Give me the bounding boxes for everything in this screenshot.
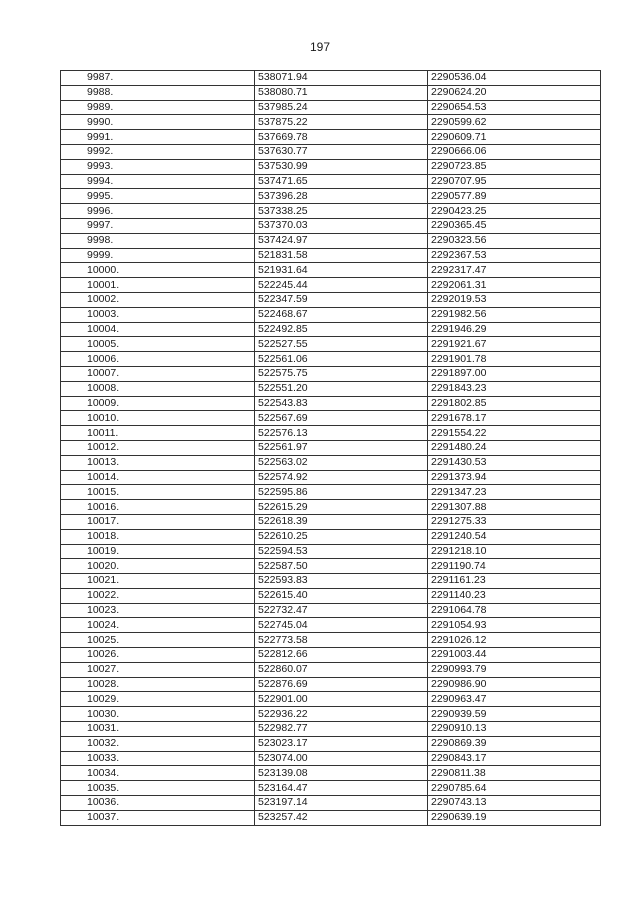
point-number-cell: 10007. (61, 366, 255, 381)
x-coordinate-cell: 522587.50 (255, 559, 428, 574)
y-coordinate-cell: 2291802.85 (428, 396, 601, 411)
point-number-cell: 9988. (61, 85, 255, 100)
table-row (61, 411, 601, 426)
table-row (61, 322, 601, 337)
y-coordinate-cell: 2290910.13 (428, 722, 601, 737)
y-coordinate-cell: 2290536.04 (428, 71, 601, 86)
point-number-cell: 10015. (61, 485, 255, 500)
point-number-cell: 10032. (61, 736, 255, 751)
point-number-cell: 10019. (61, 544, 255, 559)
table-row (61, 263, 601, 278)
x-coordinate-cell: 522732.47 (255, 603, 428, 618)
point-number-cell: 10001. (61, 278, 255, 293)
x-coordinate-cell: 537424.97 (255, 233, 428, 248)
table-row (61, 189, 601, 204)
table-row (61, 766, 601, 781)
x-coordinate-cell: 537530.99 (255, 159, 428, 174)
y-coordinate-cell: 2290577.89 (428, 189, 601, 204)
table-row (61, 204, 601, 219)
x-coordinate-cell: 537985.24 (255, 100, 428, 115)
point-number-cell: 10036. (61, 796, 255, 811)
y-coordinate-cell: 2292061.31 (428, 278, 601, 293)
y-coordinate-cell: 2291054.93 (428, 618, 601, 633)
table-row (61, 485, 601, 500)
x-coordinate-cell: 537370.03 (255, 218, 428, 233)
table-row (61, 100, 601, 115)
table-row (61, 529, 601, 544)
y-coordinate-cell: 2291480.24 (428, 440, 601, 455)
x-coordinate-cell: 522245.44 (255, 278, 428, 293)
coordinates-table-body (61, 71, 601, 826)
x-coordinate-cell: 523197.14 (255, 796, 428, 811)
table-row (61, 144, 601, 159)
point-number-cell: 10037. (61, 810, 255, 825)
x-coordinate-cell: 522551.20 (255, 381, 428, 396)
y-coordinate-cell: 2290423.25 (428, 204, 601, 219)
table-row (61, 470, 601, 485)
y-coordinate-cell: 2291843.23 (428, 381, 601, 396)
table-row (61, 500, 601, 515)
point-number-cell: 10035. (61, 781, 255, 796)
table-row (61, 440, 601, 455)
table-row (61, 396, 601, 411)
y-coordinate-cell: 2290323.56 (428, 233, 601, 248)
x-coordinate-cell: 538080.71 (255, 85, 428, 100)
x-coordinate-cell: 522594.53 (255, 544, 428, 559)
point-number-cell: 9996. (61, 204, 255, 219)
coordinates-table (60, 70, 601, 826)
point-number-cell: 9997. (61, 218, 255, 233)
point-number-cell: 9999. (61, 248, 255, 263)
y-coordinate-cell: 2290599.62 (428, 115, 601, 130)
y-coordinate-cell: 2290743.13 (428, 796, 601, 811)
x-coordinate-cell: 521931.64 (255, 263, 428, 278)
y-coordinate-cell: 2291897.00 (428, 366, 601, 381)
table-row (61, 662, 601, 677)
x-coordinate-cell: 522876.69 (255, 677, 428, 692)
y-coordinate-cell: 2292367.53 (428, 248, 601, 263)
x-coordinate-cell: 522561.97 (255, 440, 428, 455)
table-row (61, 248, 601, 263)
y-coordinate-cell: 2290609.71 (428, 130, 601, 145)
y-coordinate-cell: 2291307.88 (428, 500, 601, 515)
x-coordinate-cell: 523023.17 (255, 736, 428, 751)
table-row (61, 544, 601, 559)
x-coordinate-cell: 522745.04 (255, 618, 428, 633)
point-number-cell: 10011. (61, 426, 255, 441)
y-coordinate-cell: 2290843.17 (428, 751, 601, 766)
table-row (61, 381, 601, 396)
point-number-cell: 10005. (61, 337, 255, 352)
point-number-cell: 10022. (61, 588, 255, 603)
y-coordinate-cell: 2290639.19 (428, 810, 601, 825)
x-coordinate-cell: 522575.75 (255, 366, 428, 381)
table-row (61, 677, 601, 692)
y-coordinate-cell: 2291218.10 (428, 544, 601, 559)
y-coordinate-cell: 2290939.59 (428, 707, 601, 722)
point-number-cell: 9987. (61, 71, 255, 86)
y-coordinate-cell: 2290993.79 (428, 662, 601, 677)
y-coordinate-cell: 2290811.38 (428, 766, 601, 781)
table-row (61, 337, 601, 352)
x-coordinate-cell: 537338.25 (255, 204, 428, 219)
y-coordinate-cell: 2291275.33 (428, 514, 601, 529)
point-number-cell: 10016. (61, 500, 255, 515)
x-coordinate-cell: 522563.02 (255, 455, 428, 470)
point-number-cell: 10025. (61, 633, 255, 648)
table-row (61, 455, 601, 470)
table-row (61, 722, 601, 737)
table-row (61, 71, 601, 86)
point-number-cell: 10009. (61, 396, 255, 411)
point-number-cell: 9993. (61, 159, 255, 174)
x-coordinate-cell: 522812.66 (255, 648, 428, 663)
table-row (61, 574, 601, 589)
x-coordinate-cell: 537396.28 (255, 189, 428, 204)
x-coordinate-cell: 537875.22 (255, 115, 428, 130)
y-coordinate-cell: 2290654.53 (428, 100, 601, 115)
x-coordinate-cell: 522615.29 (255, 500, 428, 515)
x-coordinate-cell: 522615.40 (255, 588, 428, 603)
x-coordinate-cell: 523257.42 (255, 810, 428, 825)
y-coordinate-cell: 2290963.47 (428, 692, 601, 707)
y-coordinate-cell: 2290666.06 (428, 144, 601, 159)
x-coordinate-cell: 522567.69 (255, 411, 428, 426)
table-row (61, 366, 601, 381)
y-coordinate-cell: 2291373.94 (428, 470, 601, 485)
point-number-cell: 10029. (61, 692, 255, 707)
point-number-cell: 10013. (61, 455, 255, 470)
x-coordinate-cell: 523164.47 (255, 781, 428, 796)
y-coordinate-cell: 2292019.53 (428, 292, 601, 307)
y-coordinate-cell: 2291190.74 (428, 559, 601, 574)
table-row (61, 692, 601, 707)
x-coordinate-cell: 523074.00 (255, 751, 428, 766)
table-row (61, 85, 601, 100)
x-coordinate-cell: 522773.58 (255, 633, 428, 648)
x-coordinate-cell: 522527.55 (255, 337, 428, 352)
point-number-cell: 10020. (61, 559, 255, 574)
table-row (61, 603, 601, 618)
point-number-cell: 9992. (61, 144, 255, 159)
table-row (61, 233, 601, 248)
point-number-cell: 10006. (61, 352, 255, 367)
table-row (61, 633, 601, 648)
table-row (61, 514, 601, 529)
table-row (61, 707, 601, 722)
x-coordinate-cell: 522595.86 (255, 485, 428, 500)
table-row (61, 115, 601, 130)
table-row (61, 810, 601, 825)
point-number-cell: 10027. (61, 662, 255, 677)
y-coordinate-cell: 2291026.12 (428, 633, 601, 648)
point-number-cell: 9998. (61, 233, 255, 248)
table-row (61, 751, 601, 766)
table-row (61, 130, 601, 145)
point-number-cell: 10026. (61, 648, 255, 663)
x-coordinate-cell: 522901.00 (255, 692, 428, 707)
y-coordinate-cell: 2291554.22 (428, 426, 601, 441)
point-number-cell: 10034. (61, 766, 255, 781)
x-coordinate-cell: 522468.67 (255, 307, 428, 322)
y-coordinate-cell: 2291240.54 (428, 529, 601, 544)
table-row (61, 618, 601, 633)
table-row (61, 588, 601, 603)
point-number-cell: 10018. (61, 529, 255, 544)
x-coordinate-cell: 521831.58 (255, 248, 428, 263)
point-number-cell: 10003. (61, 307, 255, 322)
y-coordinate-cell: 2290785.64 (428, 781, 601, 796)
x-coordinate-cell: 522593.83 (255, 574, 428, 589)
point-number-cell: 10021. (61, 574, 255, 589)
point-number-cell: 10023. (61, 603, 255, 618)
table-row (61, 648, 601, 663)
y-coordinate-cell: 2291946.29 (428, 322, 601, 337)
point-number-cell: 10024. (61, 618, 255, 633)
y-coordinate-cell: 2290624.20 (428, 85, 601, 100)
point-number-cell: 10017. (61, 514, 255, 529)
point-number-cell: 10004. (61, 322, 255, 337)
y-coordinate-cell: 2291161.23 (428, 574, 601, 589)
x-coordinate-cell: 522347.59 (255, 292, 428, 307)
y-coordinate-cell: 2290869.39 (428, 736, 601, 751)
y-coordinate-cell: 2292317.47 (428, 263, 601, 278)
x-coordinate-cell: 522936.22 (255, 707, 428, 722)
point-number-cell: 9994. (61, 174, 255, 189)
table-row (61, 426, 601, 441)
page-number: 197 (309, 40, 331, 54)
y-coordinate-cell: 2291901.78 (428, 352, 601, 367)
table-row (61, 218, 601, 233)
point-number-cell: 10031. (61, 722, 255, 737)
table-row (61, 278, 601, 293)
y-coordinate-cell: 2290365.45 (428, 218, 601, 233)
table-row (61, 559, 601, 574)
table-row (61, 159, 601, 174)
y-coordinate-cell: 2290707.95 (428, 174, 601, 189)
point-number-cell: 10033. (61, 751, 255, 766)
y-coordinate-cell: 2290723.85 (428, 159, 601, 174)
y-coordinate-cell: 2291982.56 (428, 307, 601, 322)
table-row (61, 796, 601, 811)
table-row (61, 307, 601, 322)
point-number-cell: 9991. (61, 130, 255, 145)
point-number-cell: 10012. (61, 440, 255, 455)
x-coordinate-cell: 522574.92 (255, 470, 428, 485)
point-number-cell: 10014. (61, 470, 255, 485)
point-number-cell: 9990. (61, 115, 255, 130)
x-coordinate-cell: 522492.85 (255, 322, 428, 337)
table-row (61, 781, 601, 796)
x-coordinate-cell: 522982.77 (255, 722, 428, 737)
point-number-cell: 10002. (61, 292, 255, 307)
x-coordinate-cell: 522610.25 (255, 529, 428, 544)
table-row (61, 292, 601, 307)
y-coordinate-cell: 2291003.44 (428, 648, 601, 663)
point-number-cell: 10010. (61, 411, 255, 426)
y-coordinate-cell: 2291921.67 (428, 337, 601, 352)
x-coordinate-cell: 522618.39 (255, 514, 428, 529)
x-coordinate-cell: 522860.07 (255, 662, 428, 677)
table-row (61, 736, 601, 751)
x-coordinate-cell: 523139.08 (255, 766, 428, 781)
point-number-cell: 10028. (61, 677, 255, 692)
point-number-cell: 10008. (61, 381, 255, 396)
x-coordinate-cell: 537630.77 (255, 144, 428, 159)
y-coordinate-cell: 2291064.78 (428, 603, 601, 618)
y-coordinate-cell: 2291140.23 (428, 588, 601, 603)
x-coordinate-cell: 522543.83 (255, 396, 428, 411)
point-number-cell: 10000. (61, 263, 255, 278)
x-coordinate-cell: 537669.78 (255, 130, 428, 145)
point-number-cell: 10030. (61, 707, 255, 722)
x-coordinate-cell: 522561.06 (255, 352, 428, 367)
x-coordinate-cell: 538071.94 (255, 71, 428, 86)
point-number-cell: 9989. (61, 100, 255, 115)
y-coordinate-cell: 2291430.53 (428, 455, 601, 470)
y-coordinate-cell: 2290986.90 (428, 677, 601, 692)
table-row (61, 352, 601, 367)
x-coordinate-cell: 522576.13 (255, 426, 428, 441)
y-coordinate-cell: 2291347.23 (428, 485, 601, 500)
point-number-cell: 9995. (61, 189, 255, 204)
x-coordinate-cell: 537471.65 (255, 174, 428, 189)
y-coordinate-cell: 2291678.17 (428, 411, 601, 426)
table-row (61, 174, 601, 189)
